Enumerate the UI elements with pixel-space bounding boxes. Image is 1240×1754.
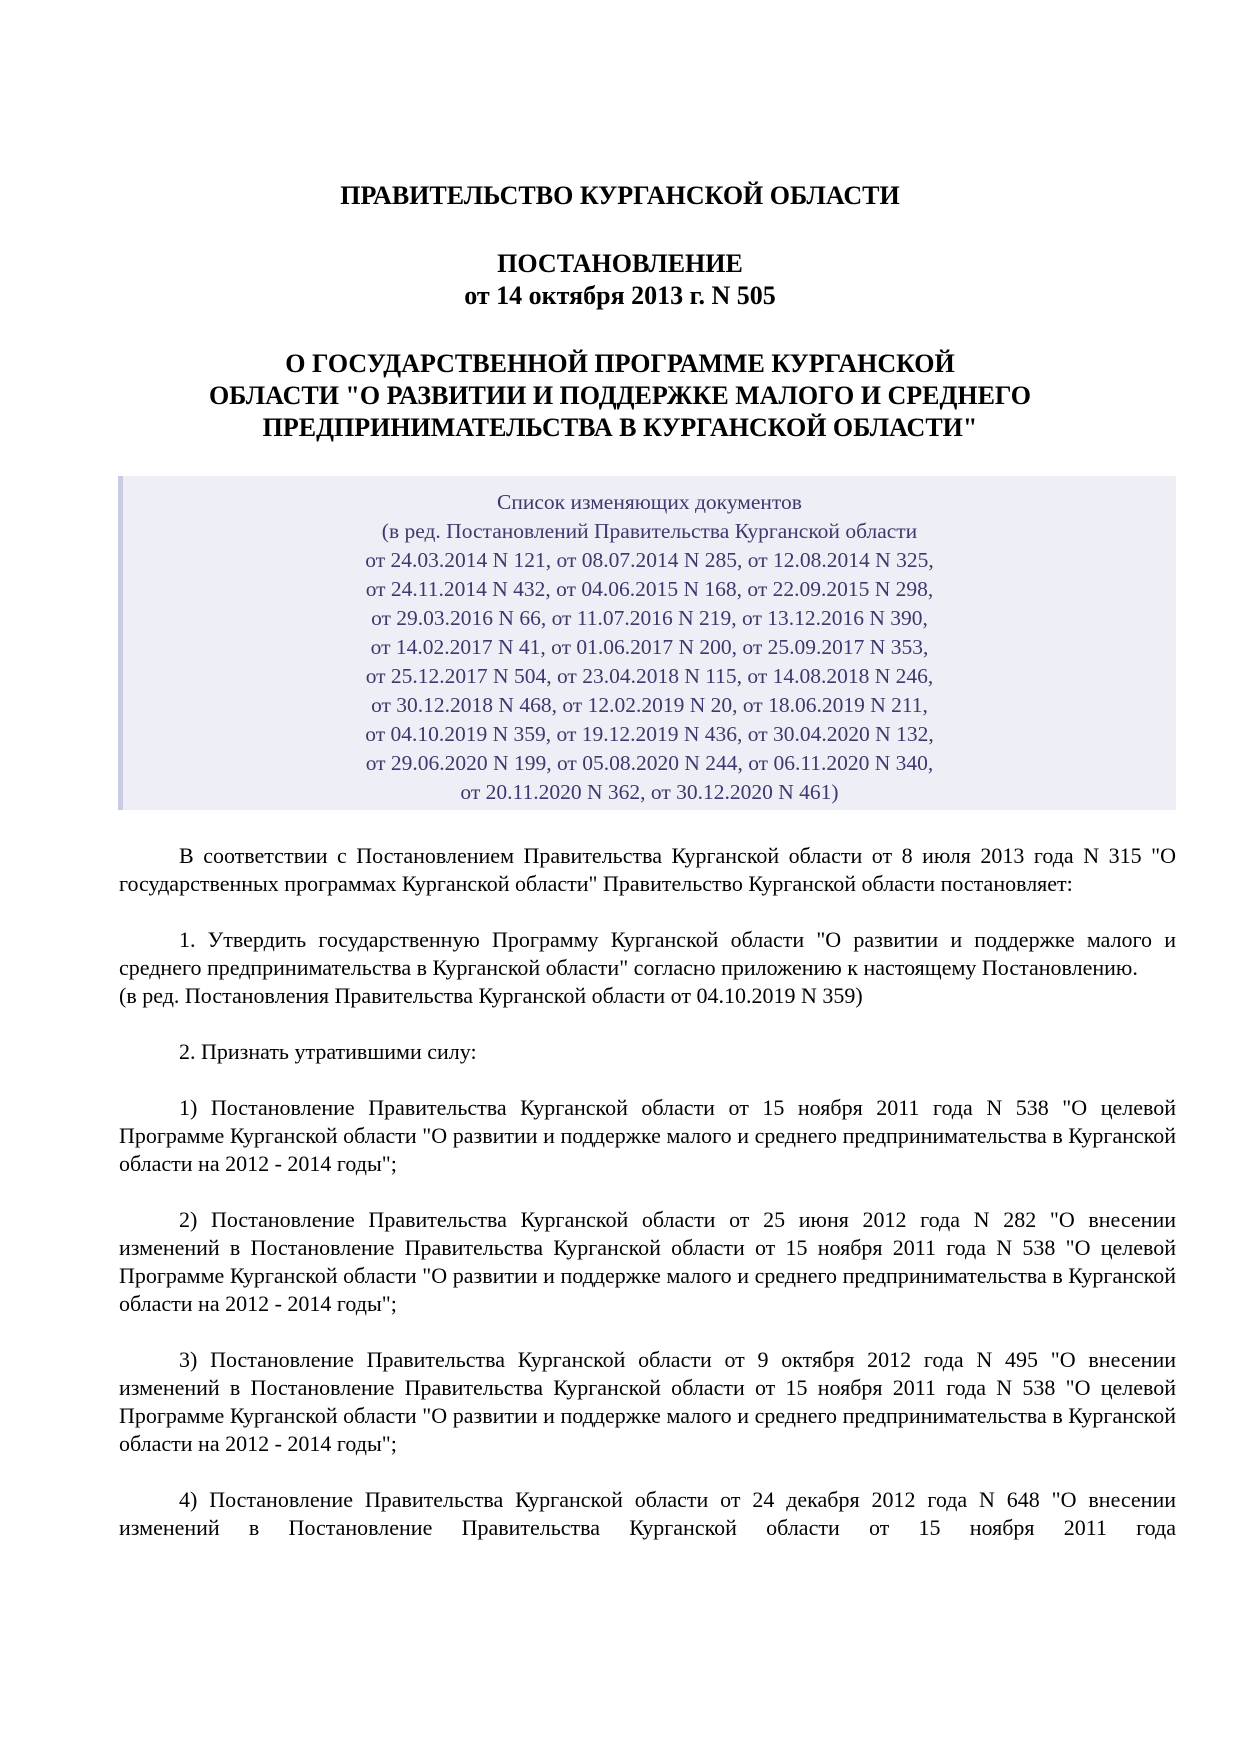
amendments-line: от 14.02.2017 N 41, от 01.06.2017 N 200, от 25.09.2017 N 353, [370, 635, 929, 659]
title-line: ОБЛАСТИ "О РАЗВИТИИ И ПОДДЕРЖКЕ МАЛОГО И СРЕДНЕГО [208, 381, 1032, 410]
amendments-line: от 25.12.2017 N 504, от 23.04.2018 N 115, от 14.08.2018 N 246, [365, 664, 934, 688]
document-body [119, 842, 1176, 1570]
amendments-line: от 20.11.2020 N 362, от 30.12.2020 N 461) [460, 780, 839, 804]
subitem-4-paragraph: 4) Постановление Правительства Курганской области от 24 декабря 2012 года N 648 "О внесении изменений в Постановление Правительства Курганской области от 15 ноября 2011 года [119, 1487, 1176, 1540]
amendments-line: от 24.11.2014 N 432, от 04.06.2015 N 168, от 22.09.2015 N 298, [365, 577, 934, 601]
item-1-paragraph: 1. Утвердить государственную Программу Курганской области "О развитии и поддержке малого и среднего предпринимательства в Курганской области" согласно приложению к настоящему Постановлению. [119, 927, 1176, 980]
decree-label: ПОСТАНОВЛЕНИЕ [497, 249, 743, 278]
item-1-amendment-note: (в ред. Постановления Правительства Курганской области от 04.10.2019 N 359) [119, 983, 863, 1008]
amendments-box [118, 476, 1176, 810]
amendments-line: (в ред. Постановлений Правительства Курганской области [381, 519, 918, 543]
government-heading: ПРАВИТЕЛЬСТВО КУРГАНСКОЙ ОБЛАСТИ [340, 181, 900, 210]
subitem-3-paragraph: 3) Постановление Правительства Курганской области от 9 октября 2012 года N 495 "О внесении изменений в Постановление Правительства Курганской области от 15 ноября 2011 года N 538 "О целевой Программе Курганской области "О развитии и поддержке малого и среднего предпринимательства в Курганской области на 2012 - 2014 годы"; [119, 1347, 1176, 1456]
document-title [120, 348, 1120, 444]
amendments-line: от 04.10.2019 N 359, от 19.12.2019 N 436, от 30.04.2020 N 132, [365, 722, 934, 746]
title-line: ПРЕДПРИНИМАТЕЛЬСТВА В КУРГАНСКОЙ ОБЛАСТИ" [262, 413, 978, 442]
decree-date: от 14 октября 2013 г. N 505 [464, 281, 776, 310]
title-line: О ГОСУДАРСТВЕННОЙ ПРОГРАММЕ КУРГАНСКОЙ [285, 349, 955, 378]
item-2-paragraph: 2. Признать утратившими силу: [179, 1039, 477, 1064]
decree-heading [120, 248, 1120, 312]
amendments-line: от 24.03.2014 N 121, от 08.07.2014 N 285, от 12.08.2014 N 325, [365, 548, 934, 572]
preamble-paragraph: В соответствии с Постановлением Правительства Курганской области от 8 июля 2013 года N 315 "О государственных программах Курганской области" Правительство Курганской области постановляет: [119, 843, 1176, 896]
amendments-list [123, 488, 1176, 807]
subitem-2-paragraph: 2) Постановление Правительства Курганской области от 25 июня 2012 года N 282 "О внесении изменений в Постановление Правительства Курганской области от 15 ноября 2011 года N 538 "О целевой Программе Курганской области "О развитии и поддержке малого и среднего предпринимательства в Курганской области на 2012 - 2014 годы"; [119, 1207, 1176, 1316]
subitem-1-paragraph: 1) Постановление Правительства Курганской области от 15 ноября 2011 года N 538 "О целевой Программе Курганской области "О развитии и поддержке малого и среднего предпринимательства в Курганской области на 2012 - 2014 годы"; [119, 1095, 1176, 1176]
amendments-line: от 29.06.2020 N 199, от 05.08.2020 N 244, от 06.11.2020 N 340, [365, 751, 934, 775]
amendments-line: от 29.03.2016 N 66, от 11.07.2016 N 219, от 13.12.2016 N 390, [371, 606, 928, 630]
amendments-line: от 30.12.2018 N 468, от 12.02.2019 N 20, от 18.06.2019 N 211, [371, 693, 928, 717]
amendments-heading: Список изменяющих документов [497, 490, 802, 514]
